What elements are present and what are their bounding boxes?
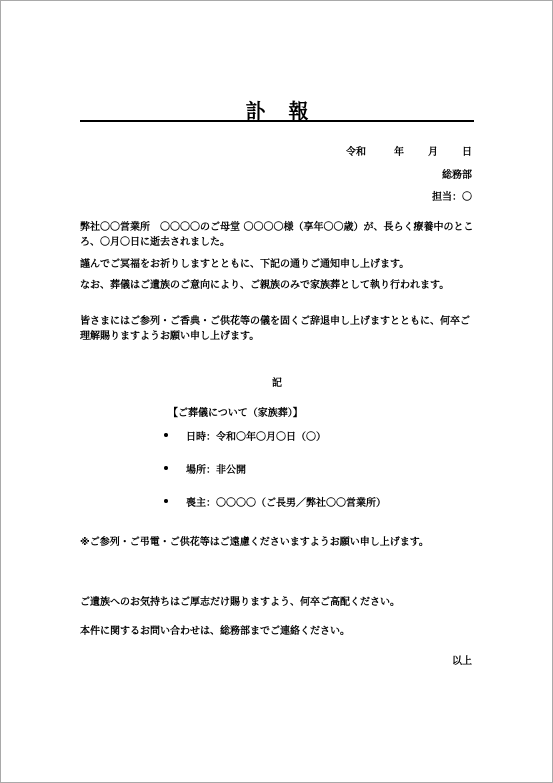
person-in-charge: 担当：〇 (432, 192, 472, 203)
paragraph-4: 皆さまにはご参列・ご香典・ご供花等の儀を固くご辞退申し上げますとともに、何卒ご理解賜りますようお願い申し上げます。 (80, 316, 470, 342)
date-era: 令和 (346, 147, 366, 158)
bullet-icon (164, 433, 168, 437)
end-mark: 以上 (452, 656, 472, 667)
ki-heading: 記 (272, 378, 282, 389)
list-item (159, 494, 386, 508)
decline-note: ※ご参列・ご弔電・ご供花等はご遠慮くださいますようお願い申し上げます。 (80, 537, 429, 548)
department: 総務部 (442, 170, 472, 181)
detail-location: 場所：非公開 (186, 465, 246, 476)
date-year: 年 (394, 147, 404, 158)
list-item (159, 428, 386, 442)
date-line (346, 143, 472, 158)
section-heading: 【ご葬儀について（家族葬）】 (168, 408, 303, 419)
date-day: 日 (462, 147, 472, 158)
detail-chief-mourner: 喪主：〇〇〇〇（ご長男／弊社〇〇営業所） (186, 498, 386, 509)
closing-line-1: ご遺族へのお気持ちはご厚志だけ賜りますよう、何卒ご高配ください。 (80, 597, 400, 608)
title-underline (80, 120, 474, 122)
closing-line-2: 本件に関するお問い合わせは、総務部までご連絡ください。 (80, 626, 350, 637)
date-month: 月 (428, 147, 438, 158)
paragraph-3: なお、葬儀はご遺族のご意向により、ご親族のみで家族葬として執り行われます。 (80, 280, 450, 291)
document-title: 訃 報 (245, 99, 317, 123)
bullet-icon (164, 499, 168, 503)
details-list (159, 428, 386, 527)
paragraph-1: 弊社〇〇営業所 〇〇〇〇のご母堂 〇〇〇〇様（享年〇〇歳）が、長らく療養中のところ、〇月〇日に逝去されました。 (80, 222, 474, 248)
bullet-icon (164, 466, 168, 470)
detail-datetime: 日時：令和〇年〇月〇日（〇） (186, 432, 326, 443)
list-item (159, 461, 386, 475)
paragraph-2: 謹んでご冥福をお祈りしますとともに、下記の通りご通知申し上げます。 (80, 259, 410, 270)
